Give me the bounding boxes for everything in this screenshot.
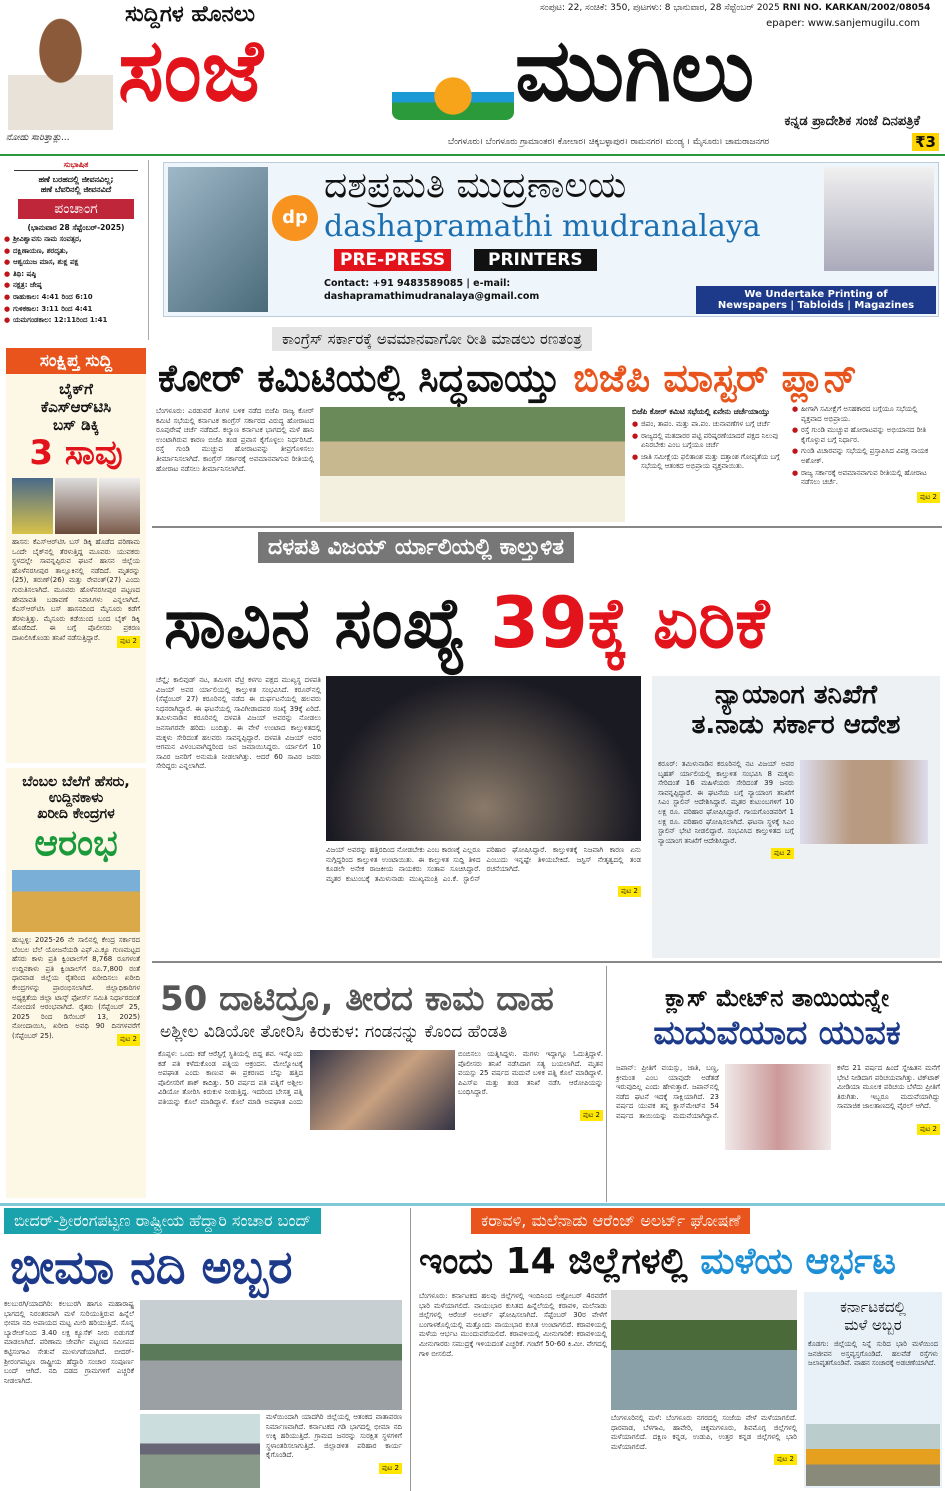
story1-box-left <box>632 407 782 474</box>
story3-body: ಕೊಪ್ಪಳ: ಒಂದು ಕಡೆ ಆರೆಸ್ಟಿಗ್ಗೆ ಸ್ಥಿತಿಯಲ್ಲಿ ಬಿದ್ದ ಶವ. ಇನ್ನೊಂದು ಕಡೆ ಪತಿ ಕಳೆದುಕೊಂಡ ಪತ್ನಿಯ ಆಕ್ರಂದನ. ಮೇಲ್ನೋಟಕ್ಕೆ ಅಪಘಾತ ಎಂದು ಕಾಣುವ ಈ ಪ್ರಕರಣದ ಬೆನ್ನು ಹತ್ತಿದ ಪೊಲೀಸರಿಗೆ ಶಾಕ್ ಕಾದಿತ್ತು. 50 ವರ್ಷದ ಪತಿ ಪತ್ನಿಗೆ ಅಶ್ಲೀಲ ವಿಡಿಯೋ ತೋರಿಸಿ ಕಿರುಕುಳ ನೀಡುತ್ತಿದ್ದ. ಇದರಿಂದ ಬೇಸತ್ತ ಪತ್ನಿ ಪತಿಯನ್ನು ಕೊಲೆ ಮಾಡಿದ್ದಾಳೆ. ಕೊಲೆ ಮಾಡಿ ಅಪಘಾತ ಎಂದು ಬಿಂಬಿಸಲು ಯತ್ನಿಸಿದ್ದಳು. ಮಗಳು ಇದ್ದಾಗ್ಲೂ ಓದುತ್ತಿದ್ದಾಳೆ. ಪೊಲೀಸರು ತನಿಖೆ ನಡೆಸಿದಾಗ ಸತ್ಯ ಬಯಲಾಗಿದೆ. ಮೃತನ ವಯಸ್ಸು 25 ವರ್ಷದ ಮದುವೆ ಬಳಿಕ ಪತ್ನಿ ಕೊಲೆ ಮಾಡಿದ್ದಾಳೆ. ಪಿಎಸ್‌ಐ ಮತ್ತು ತಂಡ ತನಿಖೆ ನಡೆಸಿ ಆರೋಪಿಯನ್ನು ಬಂಧಿಸಿದ್ದಾರೆ. <box>158 1050 603 1106</box>
dp-logo: dp <box>272 195 318 241</box>
price-badge: ₹3 <box>912 133 939 151</box>
story5-body-left: ಕಲಬುರಗಿ/ಯಾದಗಿರಿ: ಕಲಬುರಗಿ ಹಾಗೂ ಮಹಾರಾಷ್ಟ್ರ ಭಾಗದಲ್ಲಿ ನಿರಂತರವಾಗಿ ಮಳೆ ಸುರಿಯುತ್ತಿರುವ ಹಿನ್ನೆಲೆ ಭೀಮಾ ನದಿ ಅಪಾಯದ ಮಟ್ಟ ಮೀರಿ ಹರಿಯುತ್ತಿದೆ. ಸೊನ್ನ ಬ್ಯಾರೇಜ್‌ನಿಂದ 3.40 ಲಕ್ಷ ಕ್ಯೂಸೆಕ್ ನೀರು ಬಿಡುಗಡೆ ಮಾಡಲಾಗಿದೆ. ಪರಿಣಾಮ ಜೇವರ್ಗಿ ಪಟ್ಟಣದ ಸಮೀಪದ ಕಟ್ಟಿಸಂಗಾವಿ ಸೇತುವೆ ಮುಳುಗಡೆಯಾಗಿದೆ. ಬೀದರ್-ಶ್ರೀರಂಗಪಟ್ಟಣ ರಾಷ್ಟ್ರೀಯ ಹೆದ್ದಾರಿ ಸಂಚಾರ ಸಂಪೂರ್ಣ ಬಂದ್ ಆಗಿದೆ. ನದಿ ದಡದ ಗ್ರಾಮಗಳಿಗೆ ಎಚ್ಚರಿಕೆ ನೀಡಲಾಗಿದೆ. <box>4 1300 134 1385</box>
procurement-headline-big: ಆರಂಭ <box>34 823 118 864</box>
procurement-body: ಹುಬ್ಬಳ್ಳಿ: 2025-26 ನೇ ಸಾಲಿನಲ್ಲಿ ಕೇಂದ್ರ ಸರ್ಕಾರದ ಬೆಂಬಲ ಬೆಲೆ ಯೋಜನೆಯಡಿ ಎಫ್.ಎ.ಕ್ಯೂ ಗುಣಮಟ್ಟದ ಹೆಸರು ಕಾಳು ಪ್ರತಿ ಕ್ವಿಂಟಾಲ್‌ಗೆ 8,768 ರೂಗಳಂತೆ ಉದ್ದಿನಕಾಳು ಪ್ರತಿ ಕ್ವಿಂಟಾಲ್‌ಗೆ ರೂ.7,800 ರಂತೆ ಧಾರವಾಡ ಜಿಲ್ಲೆಯ ರೈತರಿಂದ ಖರೀದಿಸಲು ಖರೀದಿ ಕೇಂದ್ರಗಳನ್ನು ಪ್ರಾರಂಭಿಸಲಾಗಿದೆ. ಜಿಲ್ಲಾಧಿಕಾರಿಗಳ ಅಧ್ಯಕ್ಷತೆಯ ಜಿಲ್ಲಾ ಟಾಸ್ಕ್ ಫೋರ್ಸ್ ಸಮಿತಿ ನಿರ್ಧಾರದಂತೆ ನೋಂದಣಿ ಆರಂಭವಾಗಿದೆ. ರೈತರು (ಸೆಪ್ಟೆಂಬರ್ 25, 2025 ರಿಂದ ಡಿಸೆಂಬರ್ 13, 2025) ನೋಂದಾಯಿಸಿ, ಖರೀದಿ ಅವಧಿ 90 ದಿನಗಳವರೆಗೆ (ಸೆಪ್ಟೆಂಬರ್ 25). ಪುಟ 2 <box>6 936 146 1042</box>
bullet: ● ಹೀಗಾಗಿ ಸಮೀಕ್ಷೆಗೆ ಅಸಹಕಾರದ ಬಗ್ಗೆಯೂ ಸಭೆಯಲ್ಲಿ ವ್ಯಕ್ತವಾದ ಅಭಿಪ್ರಾಯ. <box>792 405 940 424</box>
panchanga-item: ● ಆಶ್ವಯುಜ ಮಾಸ, ಶುಕ್ಲ ಪಕ್ಷ <box>4 258 148 268</box>
panchanga-item: ● ತಿಥಿ: ಷಷ್ಠಿ <box>4 270 148 280</box>
brief-body: ಹಾಸನ: ಕೆಎಸ್‌ಆರ್‌ಟಿಸಿ ಬಸ್ ಡಿಕ್ಕಿ ಹೊಡೆದ ಪರಿಣಾಮ ಒಂದೇ ಬೈಕ್‌ನಲ್ಲಿ ತೆರಳುತ್ತಿದ್ದ ಮೂವರು ಯುವಕರು ಸ್ಥಳದಲ್ಲೇ ಸಾವನ್ನಪ್ಪಿರುವ ಘಟನೆ ಹಾಸನ ಜಿಲ್ಲೆಯ ಹೊಳೆನರಸೀಪುರ ತಾಲ್ಲೂಕಿನಲ್ಲಿ ನಡೆದಿದೆ. ಮೃತರನ್ನು (25), ತರುಣ್(26) ಮತ್ತು ರೇವಂತ್(27) ಎಂದು ಗುರುತಿಸಲಾಗಿದೆ. ಮೂವರು ಹೊಳೆನರಸೀಪುರ ಪಟ್ಟಣದ ಹೇಮಾವತಿ ಬಡಾವಣೆ ನಿವಾಸಿಗಳು ಎನ್ನಲಾಗಿದೆ. ಕೆಎಸ್‌ಆರ್‌ಟಿಸಿ ಬಸ್ ಹಾಸನದಿಂದ ಮೈಸೂರು ಕಡೆಗೆ ತೆರಳುತ್ತಿತ್ತು. ಮೈಸೂರು ಕಡೆಯಿಂದ ಬಂದ ಬೈಕ್ ಡಿಕ್ಕಿ ಹೊಡೆದಿದೆ. ಈ ಬಗ್ಗೆ ಪೊಲೀಸರು ಪ್ರಕರಣ ದಾಖಲಿಸಿಕೊಂಡು ತನಿಖೆ ನಡೆಸುತ್ತಿದ್ದಾರೆ. ಪುಟ 2 <box>6 538 146 644</box>
waterlogged-bus-photo <box>806 1424 940 1486</box>
story-bjp <box>152 325 942 528</box>
ad-contact: Contact: +91 9483589085 | e-mail: dashapramathimudranalaya@gmail.com <box>324 278 540 302</box>
karnataka-rain-box <box>804 1292 942 1488</box>
subtitle: ಕನ್ನಡ ಪ್ರಾದೇಶಿಕ ಸಂಜೆ ದಿನಪತ್ರಿಕೆ <box>784 114 920 129</box>
story5-headline: ಭೀಮಾ ನದಿ ಅಬ್ಬರ <box>10 1240 293 1294</box>
flooded-field-photo <box>611 1290 797 1410</box>
continued-link[interactable]: ಪುಟ 2 <box>117 1034 140 1046</box>
title-black: ಮುಗಿಲು <box>515 21 755 121</box>
story-koppal <box>152 966 607 1202</box>
story5-right-text <box>266 1413 402 1474</box>
brief-headline-big: 3 ಸಾವು <box>29 433 123 473</box>
bullet: ● ರಾಜ್ಯ ಸರ್ಕಾರಕ್ಕೆ ಅವಮಾನವಾಗುವ ರೀತಿಯಲ್ಲಿ ಹೋರಾಟ ನಡೆಸಲು ಚರ್ಚೆ. <box>792 469 940 488</box>
panchanga-date: (ಭಾನುವಾರ 28 ಸೆಪ್ಟೆಂಬರ್-2025) <box>27 223 125 232</box>
story1-box-right <box>792 405 940 503</box>
story3-text <box>158 1050 603 1121</box>
story4-body: ಜಪಾನ್: ಪ್ರೀತಿಗೆ ವಯಸ್ಸು, ಜಾತಿ, ಬಣ್ಣ, ಕ್ರೀಮಂತ ಎಂಬ ಯಾವುದೇ ಅಡೆತಡೆ ಇರುವುದಿಲ್ಲ ಎಂದು ಹೇಳುತ್ತಾರೆ. ಜಪಾನ್‌ನಲ್ಲಿ ನಡೆದ ಘಟನೆ ಇದಕ್ಕೆ ಸಾಕ್ಷಿಯಾಗಿದೆ. 23 ವರ್ಷದ ಯುವಕ ತನ್ನ ಕ್ಲಾಸ್‌ಮೇಟ್‌ನ 54 ವರ್ಷದ ತಾಯಿಯನ್ನು ಮದುವೆಯಾಗಿದ್ದಾನೆ. ಕಳೆದ 21 ವರ್ಷದ ಹಿಂದೆ ಸ್ನೇಹಿತನ ಮನೆಗೆ ಭೇಟಿ ನೀಡಿದಾಗ ಪರಿಚಯವಾಗಿತ್ತು. ಟಿಕ್‌ಟಾಕ್ ಮೀಡಿಯಾ ಮೂಲಕ ಪರಿಚಯ ಬೆಳೆದು ಪ್ರೀತಿಗೆ ತಿರುಗಿತು. ಇಬ್ಬರೂ ಮದುವೆಯಾಗಿದ್ದು ಸಾಮಾಜಿಕ ಜಾಲತಾಣದಲ್ಲಿ ವೈರಲ್ ಆಗಿದೆ. <box>616 1064 940 1120</box>
bullet: ● ಜಿಪಂ, ತಾಪಂ. ಮತ್ತು ಪಾ.ಪಂ. ಚುನಾವಣೆಗಳ ಬಗ್ಗೆ ಚರ್ಚೆ <box>632 420 782 430</box>
story4-headline-2: ಮದುವೆಯಾದ ಯುವಕ <box>653 1013 901 1052</box>
continued-link[interactable]: ಪುಟ 2 <box>774 1454 797 1465</box>
panchanga-item: ● ಶ್ರೀವಿಶ್ವಾವಸು ನಾಮ ಸಂವತ್ಸರ, <box>4 235 148 245</box>
story2-headline: ಸಾವಿನ ಸಂಖ್ಯೆ 39ಕ್ಕೆ ಏರಿಕೆ <box>164 582 770 664</box>
subhashita-label: ಸುಭಾಷಿತ <box>14 160 138 171</box>
bjp-leaders-photo <box>320 407 625 522</box>
story3-headline: 50 ದಾಟಿದ್ರೂ, ತೀರದ ಕಾಮ ದಾಹ <box>160 979 554 1019</box>
harvest-photo <box>12 870 140 932</box>
story1-headline: ಕೋರ್ ಕಮಿಟಿಯಲ್ಲಿ ಸಿದ್ಧವಾಯ್ತು ಬಿಜೆಪಿ ಮಾಸ್ಟರ್ ಪ್ಲಾನ್ <box>158 356 858 400</box>
continued-link[interactable]: ಪುಟ 2 <box>379 1463 402 1474</box>
continued-link[interactable]: ಪುಟ 2 <box>580 1110 603 1121</box>
panchanga-item: ● ದಕ್ಷಿಣಾಯಣ, ಶರದೃತು, <box>4 247 148 257</box>
story6-headline: ಇಂದು 14 ಜಿಲ್ಲೆಗಳಲ್ಲಿ ಮಳೆಯ ಆರ್ಭಟ <box>419 1241 896 1282</box>
continued-link[interactable]: ಪುಟ 2 <box>917 1124 940 1135</box>
ad-undertake: We Undertake Printing of <box>744 289 888 300</box>
brief-headline-3: ಬಸ್ ಡಿಕ್ಕಿ <box>52 416 100 434</box>
procurement-headline-2: ಉದ್ದಿನಕಾಳು <box>48 790 104 806</box>
signature: ನೋಡು ಸಾರಿತ್ತಾತ್ಲು... <box>6 133 70 143</box>
ad-title-kn: ದಶಪ್ರಮತಿ ಮುದ್ರಣಾಲಯ <box>324 165 627 206</box>
story5-body-right: ಮಳೆಯಿಂದಾಗಿ ಯಾದಗಿರಿ ಜಿಲ್ಲೆಯಲ್ಲಿ ಆತಂಕದ ವಾತಾವರಣ ನಿರ್ಮಾಣವಾಗಿದೆ. ಕರ್ನಾಟಕದ ಗಡಿ ಭಾಗದಲ್ಲಿ ಭೀಮಾ ನದಿ ಉಕ್ಕಿ ಹರಿಯುತ್ತಿದೆ. ಗ್ರಾಮದ ಜನರನ್ನು ಸುರಕ್ಷಿತ ಸ್ಥಳಗಳಿಗೆ ಸ್ಥಳಾಂತರಿಸಲಾಗುತ್ತಿದೆ. ಜಿಲ್ಲಾಡಳಿತ ಪರಿಹಾರ ಕಾರ್ಯ ಕೈಗೊಂಡಿದೆ. <box>266 1413 402 1460</box>
brief-news <box>6 348 146 763</box>
ad-products: Newspapers | Tabloids | Magazines <box>717 300 915 311</box>
continued-link[interactable]: ಪುಟ 2 <box>771 848 794 859</box>
printing-ad <box>163 162 939 317</box>
editor-portrait <box>8 8 113 130</box>
districts: ಬೆಂಗಳೂರು। ಬೆಂಗಳೂರು ಗ್ರಾಮಾಂತರ। ಕೋಲಾರ। ಚಿಕ್ಕಬಳ್ಳಾಪುರ। ರಾಮನಗರ। ಮಂಡ್ಯ । ಮೈಸೂರು। ಚಾಮರಾಜನಗರ <box>448 137 770 147</box>
procurement-news <box>6 768 146 1198</box>
victim-photo <box>99 478 140 534</box>
section-divider <box>0 1203 945 1206</box>
bullet: ● ರಾಜ್ಯದಲ್ಲಿ ಮತದಾರರ ಪಟ್ಟಿ ಪರಿಷ್ಕರಣೆಯಾದರೆ ಪಕ್ಷದ ನಿಲುವು ಏನಿರಬೇಕು ಎಂಬ ಬಗ್ಗೆಯೂ ಚರ್ಚೆ <box>632 432 782 451</box>
sunset-palm-logo <box>392 40 514 120</box>
panchanga-items <box>4 235 148 326</box>
box-body: ಕೊಡಗು: ಜಿಲ್ಲೆಯಲ್ಲಿ ನಿನ್ನೆ ಸುರಿದ ಭಾರಿ ಮಳೆಯಿಂದ ಜನಜೀವನ ಅಸ್ತವ್ಯಸ್ತಗೊಂಡಿದೆ. ಹಲವೆಡೆ ರಸ್ತೆಗಳು ಜಲಾವೃತಗೊಂಡಿವೆ. ವಾಹನ ಸಂಚಾರಕ್ಕೆ ಅಡಚಣೆಯಾಗಿದೆ. <box>808 1340 938 1368</box>
story-japan <box>612 966 942 1202</box>
bridge-photo <box>140 1414 260 1488</box>
story-rain <box>410 1208 945 1491</box>
rally-crowd-photo <box>326 676 641 841</box>
victim-photo <box>55 478 96 534</box>
side-body: ಕರೂರ್: ತಮಿಳುನಾಡಿನ ಕರೂರಿನಲ್ಲಿ ನಟ ವಿಜಯ್ ಅವರ ಬೃಹತ್ ರ್ಯಾಲಿಯಲ್ಲಿ ಕಾಲ್ತುಳಿತ ಸಂಭವಿಸಿ 8 ಮಕ್ಕಳು ಸೇರಿದಂತೆ 16 ಮಹಿಳೆಯರು ಸೇರಿದಂತೆ 39 ಜನರು ಸಾವನ್ನಪ್ಪಿದ್ದಾರೆ. ಈ ಘಟನೆಯ ಬಗ್ಗೆ ನ್ಯಾಯಾಂಗ ತನಿಖೆಗೆ ಸಿಎಂ ಸ್ಟಾಲಿನ್ ಆದೇಶಿಸಿದ್ದಾರೆ. ಮೃತರ ಕುಟುಂಬಗಳಿಗೆ 10 ಲಕ್ಷ ರೂ. ಪರಿಹಾರ ಘೋಷಿಸಿದ್ದಾರೆ. ಗಾಯಗೊಂಡವರಿಗೆ 1 ಲಕ್ಷ ರೂ. ಪರಿಹಾರ ಘೋಷಿಸಲಾಗಿದೆ. ಘಟನಾ ಸ್ಥಳಕ್ಕೆ ಸಿಎಂ ಸ್ಟಾಲಿನ್ ಭೇಟಿ ನೀಡಲಿದ್ದಾರೆ. ಸಂಭವಿಸಿದ ಕಾಲ್ತುಳಿತದ ಬಗ್ಗೆ ನ್ಯಾಯಾಂಗ ತನಿಖೆಗೆ ಆದೇಶಿಸಿದ್ದಾರೆ. <box>658 760 794 845</box>
bullet: ● ರಸ್ತೆ ಗುಂಡಿ ಮುಚ್ಚುವ ಹೋರಾಟವನ್ನು ಅಭಿಯಾನದ ರೀತಿ ಕೈಗೊಳ್ಳುವ ಬಗ್ಗೆ ನಿರ್ಧಾರ. <box>792 426 940 445</box>
continued-link[interactable]: ಪುಟ 2 <box>117 636 140 648</box>
tagline: ಸುದ್ದಿಗಳ ಹೊನಲು <box>125 2 256 27</box>
story2-body-mid: ವಿಜಯ್ ಅವರನ್ನು ಹತ್ತಿರದಿಂದ ನೋಡಬೇಕು ಎಂಬ ಕಾರಣಕ್ಕೆ ಎಲ್ಲರೂ ನುಗ್ಗಿದ್ದರಿಂದ ಕಾಲ್ತುಳಿತ ಉಂಟಾಯಿತು. ಈ ಕಾಲ್ತುಳಿತ ಸುದ್ದಿ ತಿಳಿದ ಕೂಡಲೇ ಅನೇಕ ರಾಜಕೀಯ ನಾಯಕರು ಸಂತಾಪ ಸೂಚಿಸಿದ್ದಾರೆ. ಮೃತರ ಕುಟುಂಬಕ್ಕೆ ತಮಿಳುನಾಡು ಮುಖ್ಯಮಂತ್ರಿ ಎಂ.ಕೆ. ಸ್ಟಾಲಿನ್ ಪರಿಹಾರ ಘೋಷಿಸಿದ್ದಾರೆ. ಕಾಲ್ತುಳಿತಕ್ಕೆ ನಿಜವಾಗಿ ಕಾರಣ ಏನು ಎಂಬುದು ಇನ್ನಷ್ಟೇ ತಿಳಿಯಬೇಕಿದೆ. ಜಸ್ಟಿಸ್ ನೇತೃತ್ವದಲ್ಲಿ ತಂಡ ರಚನೆಯಾಗಿದೆ. <box>326 846 641 883</box>
story6-body-left: ಬೆಂಗಳೂರು: ಕರ್ನಾಟಕದ ಹಲವು ಜಿಲ್ಲೆಗಳಲ್ಲಿ ಇಂದಿನಿಂದ ಅಕ್ಟೋಬರ್ 4ರವರೆಗೆ ಭಾರಿ ಮಳೆಯಾಗಲಿದೆ. ವಾಯುಭಾರ ಕುಸಿತದ ಹಿನ್ನೆಲೆಯಲ್ಲಿ ಕರಾವಳಿ, ಮಲೆನಾಡು ಜಿಲ್ಲೆಗಳಲ್ಲಿ ಆರೆಂಜ್ ಅಲರ್ಟ್ ಘೋಷಿಸಲಾಗಿದೆ. ಸೆಪ್ಟೆಂಬರ್ 30ರ ವೇಳೆಗೆ ಬಂಗಾಳಕೊಲ್ಲಿಯಲ್ಲಿ ಮತ್ತೊಂದು ವಾಯುಭಾರ ಕುಸಿತ ಉಂಟಾಗಲಿದೆ. ಕರಾವಳಿಯಲ್ಲಿ ಮಳೆಯ ಆರ್ಭಟ ಮುಂದುವರೆಯಲಿದೆ. ಕರಾವಳಿಯಲ್ಲಿ ಮೀನುಗಾರಿಕೆ: ಕರಾವಳಿಯಲ್ಲಿ ಮೀನುಗಾರರು ಸಮುದ್ರಕ್ಕೆ ಇಳಿಯದಂತೆ ಎಚ್ಚರಿಕೆ. ಗಂಟೆಗೆ 50-60 ಕಿ.ಮೀ. ವೇಗದಲ್ಲಿ ಗಾಳಿ ಬೀಸಲಿದೆ. <box>419 1292 607 1358</box>
continued-link[interactable]: ಪುಟ 2 <box>618 886 641 897</box>
story6-right-text <box>611 1414 797 1465</box>
story6-body-right: ಬೆಂಗಳೂರಿನಲ್ಲಿ ಮಳೆ: ಬೆಂಗಳೂರು ನಗರದಲ್ಲಿ ಸಂಜೆಯ ವೇಳೆ ಮಳೆಯಾಗಲಿದೆ. ಧಾರವಾಡ, ಬೆಳಗಾವಿ, ಹಾವೇರಿ, ಚಿಕ್ಕಮಗಳೂರು, ಶಿವಮೊಗ್ಗ ಜಿಲ್ಲೆಗಳಲ್ಲಿ ಮಳೆಯಾಗಲಿದೆ. ದಕ್ಷಿಣ ಕನ್ನಡ, ಉಡುಪಿ, ಉತ್ತರ ಕನ್ನಡ ಜಿಲ್ಲೆಗಳಲ್ಲಿ ಭಾರಿ ಮಳೆಯಾಗಲಿದೆ. <box>611 1414 797 1451</box>
brief-headline-1: ಬೈಕ್‌ಗೆ <box>59 380 93 398</box>
story3-subhead: ಅಶ್ಲೀಲ ವಿಡಿಯೋ ತೋರಿಸಿ ಕಿರುಕುಳ: ಗಂಡನನ್ನು ಕೊಂದ ಹೆಂಡತಿ <box>160 1022 508 1042</box>
bullet: ● ಗುಂಡಿ ವಿಚಾರವನ್ನು ಸಭೆಯಲ್ಲಿ ಪ್ರಸ್ತಾಪಿಸಿದ ವಿಪಕ್ಷ ನಾಯಕ ಅಶೋಕ್. <box>792 447 940 466</box>
ad-products-box <box>696 286 936 314</box>
story-bhima <box>4 1208 404 1491</box>
stalin-photo <box>800 760 928 844</box>
story2-kicker: ದಳಪತಿ ವಿಜಯ್ ರ್ಯಾಲಿಯಲ್ಲಿ ಕಾಲ್ತುಳಿತ <box>258 532 574 563</box>
bullet: ● ಜಾತಿ ಸಮೀಕ್ಷೆಯ ಫಲಿತಾಂಶ ಮತ್ತು ದತ್ತಾಂಶ ಗೋಪ್ಯತೆಯ ಬಗ್ಗೆ ಸಭೆಯಲ್ಲಿ ಆತಂಕದ ಅಭಿಪ್ರಾಯ ವ್ಯಕ್ತವಾಯಿತು. <box>632 453 782 472</box>
story-stampede <box>152 530 942 963</box>
story2-mid <box>326 846 641 897</box>
story4-headline-1: ಕ್ಲಾಸ್ ಮೇಟ್‌ನ ತಾಯಿಯನ್ನೇ <box>664 984 890 1012</box>
victim-photos <box>12 478 140 534</box>
side-headline-2: ತ.ನಾಡು ಸರ್ಕಾರ ಆದೇಶ <box>691 710 901 740</box>
judicial-probe-box <box>652 676 940 958</box>
procurement-headline-3: ಖರೀದಿ ಕೇಂದ್ರಗಳ <box>37 806 115 822</box>
ad-title-en: dashapramathi mudranalaya <box>324 209 761 244</box>
issue-info: ಸಂಪುಟ: 22, ಸಂಚಿಕೆ: 350, ಪುಟಗಳು: 8 ಭಾನುವಾರ, 28 ಸೆಪ್ಟೆಂಬರ್ 2025 RNI NO. KARKAN/2002/08054 <box>540 3 931 13</box>
panchanga-box <box>4 160 149 340</box>
continued-link[interactable]: ಪುಟ 2 <box>917 492 940 503</box>
victim-photo <box>12 478 53 534</box>
story6-kicker: ಕರಾವಳಿ, ಮಲೆನಾಡು ಆರೆಂಜ್ ಅಲರ್ಟ್ ಘೋಷಣೆ <box>471 1208 750 1234</box>
masthead <box>0 0 945 156</box>
panchanga-item: ● ರಾಹುಕಾಲ: 4:41 ರಿಂದ 6:10 <box>4 293 148 303</box>
story5-kicker: ಬೀದರ್-ಶ್ರೀರಂಗಪಟ್ಟಣ ರಾಷ್ಟ್ರೀಯ ಹೆದ್ದಾರಿ ಸಂಚಾರ ಬಂದ್ <box>4 1208 321 1234</box>
title-red: ಸಂಜೆ <box>118 21 263 121</box>
ad-tag-printers: PRINTERS <box>474 249 597 271</box>
story4-text <box>616 1064 940 1135</box>
flooded-road-photo <box>140 1300 402 1410</box>
panchanga-title: ಪಂಚಾಂಗ <box>18 199 134 219</box>
story1-box-title: ಬಿಜೆಪಿ ಕೋರ್ ಕಮಿಟಿ ಸಭೆಯಲ್ಲಿ ಏನೇನು ಚರ್ಚೆಯಾಯ್ತು <box>632 407 770 416</box>
story2-body-left: ಚೆನ್ನೈ: ಕಾಲಿವುಡ್ ನಟ, ತಮಿಳಗ ವೆಟ್ರಿ ಕಳಗಂ ಪಕ್ಷದ ಮುಖ್ಯಸ್ಥ ದಳಪತಿ ವಿಜಯ್ ಅವರ ರ್ಯಾಲಿಯಲ್ಲಿ ಕಾಲ್ತುಳಿತ ಸಂಭವಿಸಿದೆ. ಕರೂರ್‌ನಲ್ಲಿ (ಸೆಪ್ಟೆಂಬರ್ 27) ಕರೂರಿನಲ್ಲಿ ನಡೆದ ಈ ದುರ್ಘಟನೆಯಲ್ಲಿ ಹಲವರು ನಿಧನರಾಗಿದ್ದಾರೆ. ಈ ಘಟನೆಯಲ್ಲಿ ಸಾವಿಗೀಡಾದವರ ಸಂಖ್ಯೆ 39ಕ್ಕೆ ಏರಿದೆ. ತಮಿಳುನಾಡಿನ ಕರೂರಿನಲ್ಲಿ ದಳಪತಿ ವಿಜಯ್ ಅವರನ್ನು ನೋಡಲು ಜನಸಾಗರವೇ ಹರಿದು ಬಂದಿತ್ತು. ಈ ವೇಳೆ ಉಂಟಾದ ಕಾಲ್ತುಳಿತದಲ್ಲಿ ಮಕ್ಕಳು ಸೇರಿದಂತೆ ಹಲವರು ಸಾವನ್ನಪ್ಪಿದ್ದಾರೆ. ದಳಪತಿ ವಿಜಯ್ ಅವರ ಆಗಮನ ವಿಳಂಬವಾಗಿದ್ದರಿಂದ ಜನ ಜಮಾಯಿಸಿದ್ದರು. ರ್ಯಾಲಿಗೆ 10 ಸಾವಿರ ಜನರಿಗೆ ಅನುಮತಿ ನೀಡಲಾಗಿತ್ತು. ಆದರೆ 60 ಸಾವಿರ ಜನರು ಸೇರಿದ್ದರು ಎನ್ನಲಾಗಿದೆ. <box>156 676 321 771</box>
panchanga-item: ● ಗುಳಿಕಕಾಲ: 3:11 ರಿಂದ 4:41 <box>4 305 148 315</box>
side-headline-1: ನ್ಯಾಯಾಂಗ ತನಿಖೆಗೆ <box>714 680 878 710</box>
procurement-headline-1: ಬೆಂಬಲ ಬೆಲೆಗೆ ಹೆಸರು, <box>22 774 130 790</box>
printer-machine-photo <box>824 167 934 271</box>
box-headline-1: ಕರ್ನಾಟಕದಲ್ಲಿ <box>840 1298 906 1316</box>
box-headline-2: ಮಳೆ ಅಬ್ಬರ <box>844 1316 902 1334</box>
brief-label: ಸಂಕ್ಷಿಪ್ತ ಸುದ್ದಿ <box>6 348 146 374</box>
story1-kicker: ಕಾಂಗ್ರೆಸ್ ಸರ್ಕಾರಕ್ಕೆ ಅವಮಾನವಾಗೋ ರೀತಿ ಮಾಡಲು ರಣತಂತ್ರ <box>272 327 592 351</box>
press-machine-photo <box>168 167 268 312</box>
panchanga-item: ● ನಕ್ಷತ್ರ: ಜೇಷ್ಠ <box>4 281 148 291</box>
side-text <box>658 760 794 859</box>
subhashita-line-1: ಹಣೆ ಬರಹದಲ್ಲಿ ಜೀವನವಿಲ್ಲ; <box>38 175 114 184</box>
story1-body: ಬೆಂಗಳೂರು: ಎರಡುವರೆ ತಿಂಗಳ ಬಳಿಕ ನಡೆದ ಬಿಜೆಪಿ ರಾಜ್ಯ ಕೋರ್ ಕಮಿಟಿ ಸಭೆಯಲ್ಲಿ ಕರ್ನಾಟಕ ಕಾಂಗ್ರೆಸ್ ಸರ್ಕಾರದ ವಿರುದ್ಧ ಹೋರಾಟದ ರೂಪುರೇಷೆ ಚರ್ಚೆ ನಡೆದಿದೆ. ಕಲ್ಯಾಣ ಕರ್ನಾಟಕ ಭಾಗದಲ್ಲಿ ಮಳೆ ಹಾನಿ ಉಂಟಾಗಿರುವ ಕಾರಣ ಬಿಜೆಪಿ ತಂಡ ಪ್ರವಾಸ ಕೈಗೊಳ್ಳಲು ನಿರ್ಧರಿಸಿದೆ. ರಸ್ತೆ ಗುಂಡಿ ಮುಚ್ಚುವ ಹೋರಾಟವನ್ನು ತೀವ್ರಗೊಳಿಸಲು ತೀರ್ಮಾನಿಸಲಾಗಿದೆ. ಕಾಂಗ್ರೆಸ್ ಸರ್ಕಾರಕ್ಕೆ ಅವಮಾನವಾಗುವ ರೀತಿಯಲ್ಲಿ ಹೋರಾಟ ನಡೆಸಲು ತೀರ್ಮಾನಿಸಲಾಗಿದೆ. <box>156 407 314 473</box>
panchanga-item: ● ಯಮಗಂಡಕಾಲ: 12:11ರಿಂದ 1:41 <box>4 316 148 326</box>
subhashita-line-2: ಹಣೆ ಬೆವರಿನಲ್ಲಿ ಜೀವನವಿದೆ <box>40 185 112 194</box>
epaper-url: epaper: www.sanjemugilu.com <box>766 18 920 29</box>
ad-tag-prepress: PRE-PRESS <box>334 249 451 271</box>
brief-headline-2: ಕೆಎಸ್‌ಆರ್‌ಟಿಸಿ <box>40 398 112 416</box>
